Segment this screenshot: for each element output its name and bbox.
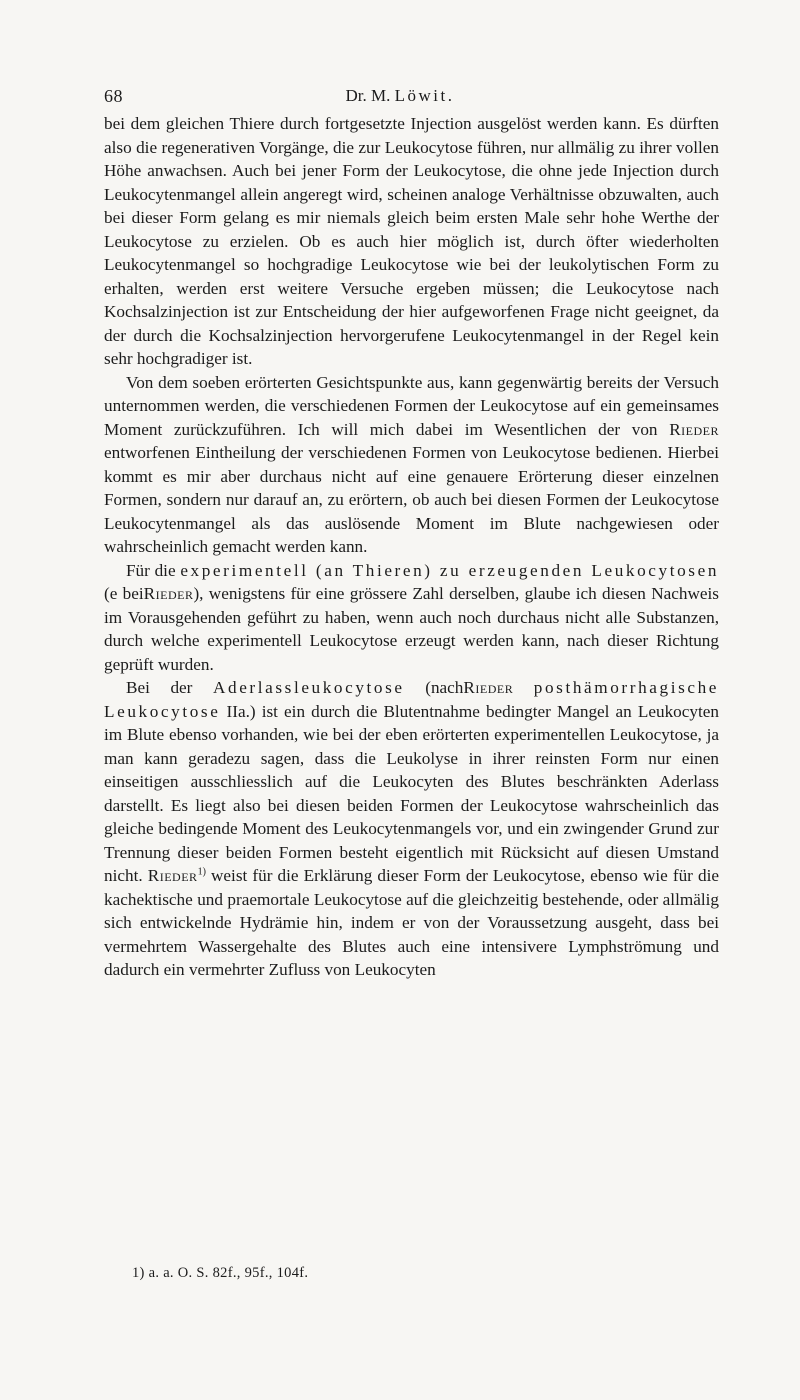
paragraph-2-text-b: entworfenen Eintheilung der verschiedenen Formen von Leukocytose bedienen. Hierbei kommt es mir aber durchaus nicht auf eine genauere Erörterung dieser einzelnen Formen, sondern nur darauf an, zu erörtern, ob auch bei diesen Formen der Leukocytose Leukocytenmangel als das auslösende Moment im Blute nachgewiesen oder wahrscheinlich gemacht werden kann. [104, 443, 719, 556]
emphasis-posthaemorrhagic: posthämorrhagische Leukocytose [104, 678, 720, 721]
footnote-marker: 1) [197, 866, 206, 878]
paragraph-4-text-a: Bei der [126, 678, 193, 697]
paragraph-1: bei dem gleichen Thiere durch fortgesetzte Injection ausgelöst werden kann. Es dürften also die regenerativen Vorgänge, die zur Leukocytose führen, nur allmälig zu ihrer vollen Höhe anwachsen. Auch bei jener Form der Leukocytose, die ohne jede Injection durch Leukocytenmangel allein angeregt wird, scheinen analoge Verhältnisse obzuwalten, auch bei dieser Form gelang es mir niemals gleich beim ersten Male sehr hohe Werthe der Leukocytose zu erzielen. Ob es auch hier möglich ist, durch öfter wiederholten Leukocytenmangel so hochgradige Leukocytose wie bei der leukolytischen Form zu erhalten, werden erst weitere Versuche ergeben müssen; die Leukocytose nach Kochsalzinjection ist zur Entscheidung der hier aufgeworfenen Frage nicht geeignet, da der durch die Kochsalzinjection hervorgerufene Leukocytenmangel in der Regel kein sehr hochgradiger ist. [104, 114, 719, 368]
paragraph-2-text-a: Von dem soeben erörterten Gesichtspunkte aus, kann gegenwärtig bereits der Versuch unternommen werden, die verschiedenen Formen der Leukocytose auf ein gemeinsames Moment zurückzuführen. Ich will mich dabei im Wesentlichen der von [104, 372, 719, 439]
footnote: 1) a. a. O. S. 82f., 95f., 104f. [132, 1265, 309, 1281]
emphasis-aderlass-leukocytose: Aderlassleukocytose [213, 678, 405, 697]
paragraph-3-text-b: (e bei [104, 584, 144, 603]
paragraph-3 [104, 559, 719, 677]
author-ref-rieder: Rieder [669, 419, 719, 439]
paragraph-4 [104, 676, 719, 982]
page-number: 68 [104, 86, 123, 106]
paragraph-4-text-d: weist für die Erklärung dieser Form der Leukocytose, ebenso wie für die kachektische und praemortale Leukocytose auf die gleichzeitig bestehende, oder allmälig sich entwickelnde Hydrämie hin, indem er von der Voraussetzung ausgeht, dass bei vermehrtem Wassergehalte des Blutes auch eine intensivere Lymphströmung und dadurch ein vermehrter Zufluss von Leukocyten [104, 866, 719, 979]
body-text [104, 112, 719, 982]
paragraph-4-text-b: (nach [425, 678, 464, 697]
emphasis-experimental-leukocytosis: experimentell (an Thieren) zu erzeugenden Leukocytosen [180, 560, 720, 580]
author-ref-rieder: Rieder [143, 584, 194, 603]
running-head [0, 86, 800, 106]
paragraph-3-text-c: ), wenigstens für eine grössere Zahl derselben, glaube ich diesen Nachweis im Vorausgehenden geführt zu haben, wenn auch noch durchaus nicht alle Substanzen, durch welche experimentell Leukocytose erzeugt werden kann, nach dieser Richtung geprüft wurden. [104, 584, 719, 674]
author-prefix: Dr. M. [345, 86, 391, 105]
author-ref-rieder: Rieder [147, 866, 198, 885]
paragraph-4-text-c: IIa.) ist ein durch die Blutentnahme bedingter Mangel an Leukocyten im Blute ebenso vorhanden, wie bei der eben erörterten experimentellen Leukocytose, ja man kann geradezu sagen, dass die Leukolyse in ihrer reinsten Form nur einen einseitigen ausschliesslich auf die Leukocyten des Blutes beschränkten Aderlass darstellt. Es liegt also bei diesen beiden Formen der Leukocytose wahrscheinlich das gleiche bedingende Moment des Leukocytenmangels vor, und ein zwingender Grund zur Trennung dieser beiden Formen besteht eigentlich mit Rücksicht auf diesen Umstand nicht. [104, 701, 719, 885]
author-name: Löwit. [394, 86, 455, 105]
paragraph-3-text-a: Für die [126, 560, 176, 580]
paragraph-2 [104, 371, 719, 559]
author-ref-rieder: Rieder [463, 678, 514, 697]
